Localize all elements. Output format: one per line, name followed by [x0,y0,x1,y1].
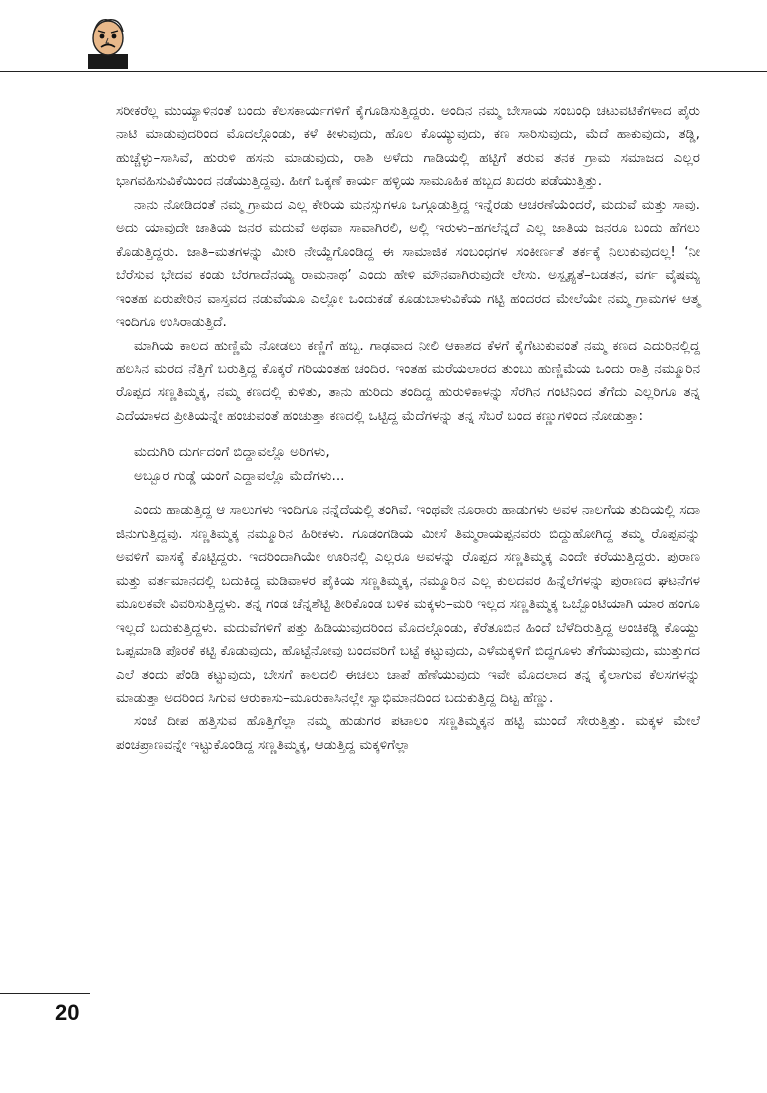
poem-block [116,440,700,488]
paragraph: ಮಾಗಿಯ ಕಾಲದ ಹುಣ್ಣಿಮೆ ನೋಡಲು ಕಣ್ಣಿಗೆ ಹಬ್ಬ. ಗಾಢವಾದ ನೀಲಿ ಆಕಾಶದ ಕೆಳಗೆ ಕೈಗೆಟುಕುವಂತೆ ನಮ್ಮ ಕಣದ ಎದುರಿನಲ್ಲಿದ್ದ ಹಲಸಿನ ಮರದ ನೆತ್ತಿಗೆ ಬರುತ್ತಿದ್ದ ಕೊಕ್ಕರೆ ಗರಿಯಂತಹ ಚಂದಿರ. ಇಂತಹ ಮರೆಯಲಾರದ ತುಂಬು ಹುಣ್ಣಿಮೆಯ ಒಂದು ರಾತ್ರಿ ನಮ್ಮೂರಿನ ರೊಪ್ಪದ ಸಣ್ಣತಿಮ್ಮಕ್ಕ, ನಮ್ಮ ಕಣದಲ್ಲಿ ಕುಳಿತು, ತಾನು ಹುರಿದು ತಂದಿದ್ದ ಹುರುಳಿಕಾಳನ್ನು ಸೆರಗಿನ ಗಂಟಿನಿಂದ ತೆಗೆದು ಎಲ್ಲರಿಗೂ ತನ್ನ ಎದೆಯಾಳದ ಪ್ರೀತಿಯನ್ನೇ ಹಂಚುವಂತೆ ಹಂಚುತ್ತಾ ಕಣದಲ್ಲಿ ಒಟ್ಟಿದ್ದ ಮೆದೆಗಳನ್ನು ತನ್ನ ಸೆಬರೆ ಬಂದ ಕಣ್ಣುಗಳಿಂದ ನೋಡುತ್ತಾ: [116,337,700,424]
poem-line: ಮದುಗಿರಿ ದುರ್ಗದಂಗೆ ಬಿದ್ದಾವಲ್ಲೊ ಅರಿಗಳು, [134,444,330,461]
poem-line: ಅಬ್ಬೂರ ಗುಡ್ಡೆ ಯಂಗೆ ಎದ್ದಾವಲ್ಲೊ ಮೆದೆಗಳು... [134,468,345,485]
paragraph: ಸರೀಕರೆಲ್ಲ ಮುಯ್ಯಾಳಿನಂತೆ ಬಂದು ಕೆಲಸಕಾರ್ಯಗಳಿಗೆ ಕೈಗೂಡಿಸುತ್ತಿದ್ದರು. ಅಂದಿನ ನಮ್ಮ ಬೇಸಾಯ ಸಂಬಂಧಿ ಚಟುವಟಿಕೆಗಳಾದ ಪೈರು ನಾಟಿ ಮಾಡುವುದರಿಂದ ಮೊದಲ್ಗೊಂಡು, ಕಳೆ ಕೀಳುವುದು, ಹೊಲ ಕೊಯ್ಯುವುದು, ಕಣ ಸಾರಿಸುವುದು, ಮೆದೆ ಹಾಕುವುದು, ತಡ್ಡಿ, ಹುಚ್ಚೆಳ್ಳು–ಸಾಸಿವೆ, ಹುರುಳಿ ಹಸನು ಮಾಡುವುದು, ರಾಶಿ ಅಳೆದು ಗಾಡಿಯಲ್ಲಿ ಹಟ್ಟಿಗೆ ತರುವ ತನಕ ಗ್ರಾಮ ಸಮಾಜದ ಎಲ್ಲರ ಭಾಗವಹಿಸುವಿಕೆಯಿಂದ ನಡೆಯುತ್ತಿದ್ದವು. ಹೀಗೆ ಒಕ್ಕಣೆ ಕಾರ್ಯ ಹಳ್ಳಿಯ ಸಾಮೂಹಿಕ ಹಬ್ಬದ ಖದರು ಪಡೆಯುತ್ತಿತ್ತು. [116,103,700,190]
paragraph: ಸಂಜೆ ದೀಪ ಹತ್ತಿಸುವ ಹೊತ್ತಿಗೆಲ್ಲಾ ನಮ್ಮ ಹುಡುಗರ ಪಟಾಲಂ ಸಣ್ಣತಿಮ್ಮಕ್ಕನ ಹಟ್ಟಿ ಮುಂದೆ ಸೇರುತ್ತಿತ್ತು. ಮಕ್ಕಳ ಮೇಲೆ ಪಂಚಪ್ರಾಣವನ್ನೇ ಇಟ್ಟುಕೊಂಡಿದ್ದ ಸಣ್ಣತಿಮ್ಮಕ್ಕ, ಆಡುತ್ತಿದ್ದ ಮಕ್ಕಳಿಗೆಲ್ಲಾ [116,713,700,753]
paragraph: ಎಂದು ಹಾಡುತ್ತಿದ್ದ ಆ ಸಾಲುಗಳು ಇಂದಿಗೂ ನನ್ನೆದೆಯಲ್ಲಿ ತಂಗಿವೆ. ಇಂಥವೇ ನೂರಾರು ಹಾಡುಗಳು ಅವಳ ನಾಲಗೆಯ ತುದಿಯಲ್ಲಿ ಸದಾ ಜಿನುಗುತ್ತಿದ್ದವು. ಸಣ್ಣತಿಮ್ಮಕ್ಕ ನಮ್ಮೂರಿನ ಹಿರೀಕಳು. ಗೂಡಂಗಡಿಯ ಮೀಸೆ ತಿಮ್ಮರಾಯಪ್ಪನವರು ಬಿದ್ದುಹೋಗಿದ್ದ ತಮ್ಮ ರೊಪ್ಪವನ್ನು ಅವಳಿಗೆ ವಾಸಕ್ಕೆ ಕೊಟ್ಟಿದ್ದರು. ಇದರಿಂದಾಗಿಯೇ ಊರಿನಲ್ಲಿ ಎಲ್ಲರೂ ಅವಳನ್ನು ರೊಪ್ಪದ ಸಣ್ಣತಿಮ್ಮಕ್ಕ ಎಂದೇ ಕರೆಯುತ್ತಿದ್ದರು. ಪುರಾಣ ಮತ್ತು ವರ್ತಮಾನದಲ್ಲಿ ಬದುಕಿದ್ದ ಮಡಿವಾಳರ ಪೈಕಿಯ ಸಣ್ಣತಿಮ್ಮಕ್ಕ, ನಮ್ಮೂರಿನ ಎಲ್ಲ ಕುಲದವರ ಹಿನ್ನೆಲೆಗಳನ್ನು ಪುರಾಣದ ಘಟನೆಗಳ ಮೂಲಕವೇ ವಿವರಿಸುತ್ತಿದ್ದಳು. ತನ್ನ ಗಂಡ ಚೆನ್ನಶೆಟ್ಟಿ ತೀರಿಕೊಂಡ ಬಳಿಕ ಮಕ್ಕಳು–ಮರಿ ಇಲ್ಲದ ಸಣ್ಣತಿಮ್ಮಕ್ಕ ಒಬ್ಬೊಂಟಿಯಾಗಿ ಯಾರ ಹಂಗೂ ಇಲ್ಲದೆ ಬದುಕುತ್ತಿದ್ದಳು. ಮದುವೆಗಳಿಗೆ ಪತ್ತು ಹಿಡಿಯುವುದರಿಂದ ಮೊದಲ್ಗೊಂಡು, ಕೆರೆತೂಬಿನ ಹಿಂದೆ ಬೆಳೆದಿರುತ್ತಿದ್ದ ಅಂಚಿಕಡ್ಡಿ ಕೊಯ್ದು ಒಪ್ಪಮಾಡಿ ಪೊರಕೆ ಕಟ್ಟಿ ಕೊಡುವುದು, ಹೊಟ್ಟೆನೋವು ಬಂದವರಿಗೆ ಬಟ್ಟೆ ಕಟ್ಟುವುದು, ಎಳೆಮಕ್ಕಳಿಗೆ ಬಿದ್ದಗೂಳು ತೆಗೆಯುವುದು, ಮುತ್ತುಗದ ಎಲೆ ತಂದು ಪೆಂಡಿ ಕಟ್ಟುವುದು, ಬೇಸಗೆ ಕಾಲದಲಿ ಈಚಲು ಚಾಪೆ ಹೆಣೆಯುವುದು ಇವೇ ಮೊದಲಾದ ತನ್ನ ಕೈಲಾಗುವ ಕೆಲಸಗಳನ್ನು ಮಾಡುತ್ತಾ ಅದರಿಂದ ಸಿಗುವ ಆರುಕಾಸು–ಮೂರುಕಾಸಿನಲ್ಲೇ ಸ್ವಾಭಿಮಾನದಿಂದ ಬದುಕುತ್ತಿದ್ದ ದಿಟ್ಟ ಹೆಣ್ಣು. [116,502,700,706]
paragraph: ನಾನು ನೋಡಿದಂತೆ ನಮ್ಮ ಗ್ರಾಮದ ಎಲ್ಲ ಕೇರಿಯ ಮನಸ್ಸುಗಳೂ ಒಗ್ಗೂಡುತ್ತಿದ್ದ ಇನ್ನೆರಡು ಆಚರಣೆಯೆಂದರೆ, ಮದುವೆ ಮತ್ತು ಸಾವು. ಅದು ಯಾವುದೇ ಜಾತಿಯ ಜನರ ಮದುವೆ ಅಥವಾ ಸಾವಾಗಿರಲಿ, ಅಲ್ಲಿ ಇರುಳು–ಹಗಲೆನ್ನದೆ ಎಲ್ಲ ಜಾತಿಯ ಜನರೂ ಬಂದು ಹೆಗಲು ಕೊಡುತ್ತಿದ್ದರು. ಜಾತಿ–ಮತಗಳನ್ನು ಮೀರಿ ನೇಯ್ದೆಗೊಂಡಿದ್ದ ಈ ಸಾಮಾಜಿಕ ಸಂಬಂಧಗಳ ಸಂಕೀರ್ಣತೆ ತರ್ಕಕ್ಕೆ ನಿಲುಕುವುದಲ್ಲ! ‘ನೀ ಬೆರೆಸುವ ಭೇದವ ಕಂಡು ಬೆರಗಾದೆನಯ್ಯ ರಾಮನಾಥ’ ಎಂದು ಹೇಳಿ ಮೌನವಾಗಿರುವುದೇ ಲೇಸು. ಅಸ್ಪೃಶ್ಯತೆ–ಬಡತನ, ವರ್ಗ ವೈಷಮ್ಯ ಇಂತಹ ಏರುಪೇರಿನ ವಾಸ್ತವದ ನಡುವೆಯೂ ಎಲ್ಲೋ ಒಂದುಕಡೆ ಕೂಡುಬಾಳುವಿಕೆಯ ಗಟ್ಟಿ ಹಂದರದ ಮೇಲೆಯೇ ನಮ್ಮ ಗ್ರಾಮಗಳ ಆತ್ಮ ಇಂದಿಗೂ ಉಸಿರಾಡುತ್ತಿದೆ. [116,196,700,331]
cartoon-face-icon [88,14,128,69]
article-body [116,100,700,757]
footer-rule [0,993,90,994]
page-number: 20 [55,1000,80,1025]
header-rule [0,71,767,72]
